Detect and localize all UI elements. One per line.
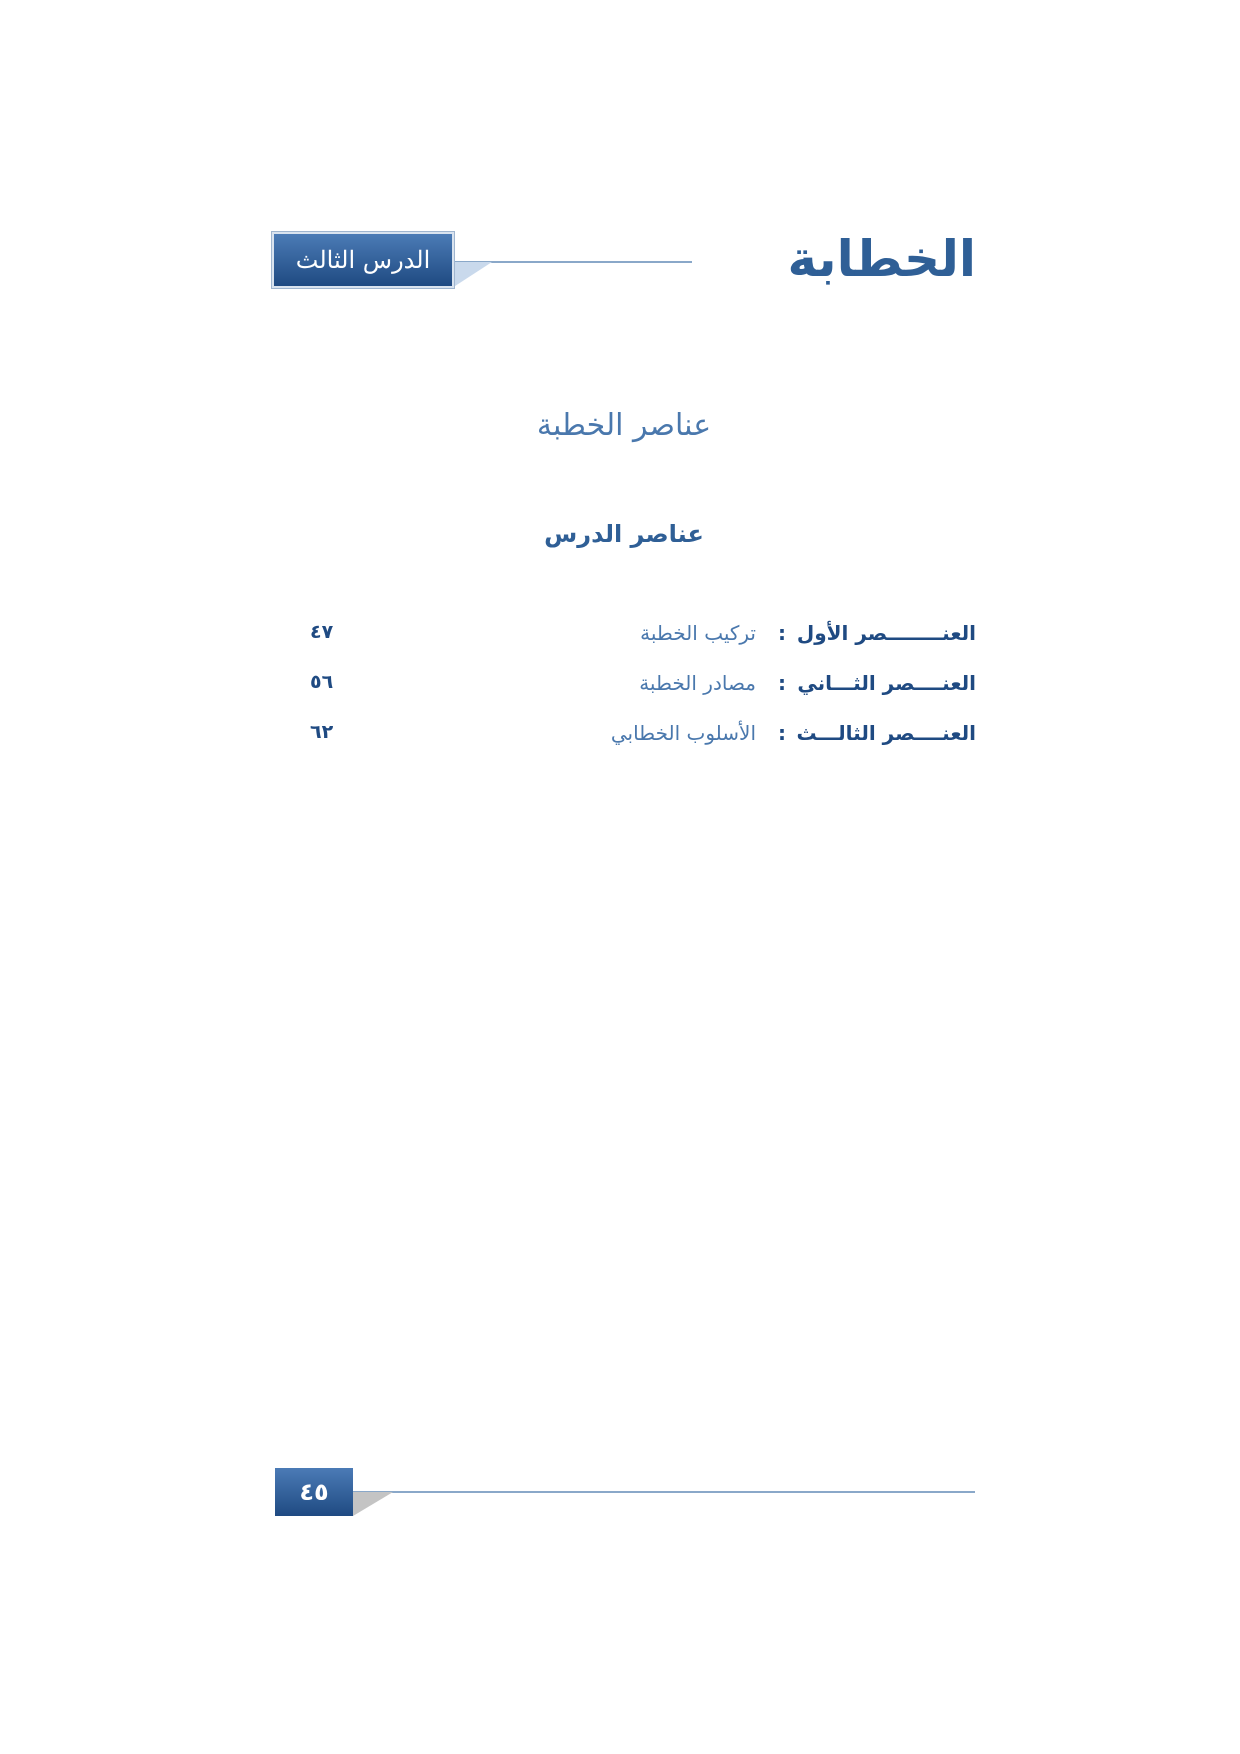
- toc-item-colon: :: [778, 671, 786, 695]
- toc-row: [300, 615, 976, 665]
- footer-wedge: [353, 1492, 393, 1516]
- book-title: الخطابة: [787, 230, 976, 288]
- footer-rule: [353, 1491, 975, 1493]
- toc-item-label: العنــــصر الثالـــث: [796, 721, 976, 745]
- toc-item-colon: :: [778, 721, 786, 745]
- sub-title: عناصر الدرس: [544, 520, 704, 548]
- page-footer: [275, 1468, 975, 1518]
- toc-row: [300, 715, 976, 765]
- page-number: ٤٥: [275, 1468, 353, 1516]
- toc-item-topic: تركيب الخطبة: [640, 621, 756, 645]
- toc-row: [300, 665, 976, 715]
- toc-item-label: العنــــــــصر الأول: [796, 621, 976, 645]
- header-wedge: [452, 262, 492, 288]
- toc-item-colon: :: [778, 621, 786, 645]
- toc-item-topic: الأسلوب الخطابي: [610, 721, 756, 745]
- toc-item-page: ٥٦: [310, 671, 334, 693]
- toc-item-page: ٦٢: [310, 721, 334, 743]
- toc-item-label: العنــــصر الثـــاني: [797, 671, 976, 695]
- page-header: [272, 228, 976, 290]
- table-of-contents: [300, 615, 976, 765]
- toc-item-page: ٤٧: [310, 621, 334, 643]
- main-title: عناصر الخطبة: [536, 408, 712, 443]
- toc-item-topic: مصادر الخطبة: [639, 671, 756, 695]
- lesson-badge: الدرس الثالث: [272, 232, 454, 288]
